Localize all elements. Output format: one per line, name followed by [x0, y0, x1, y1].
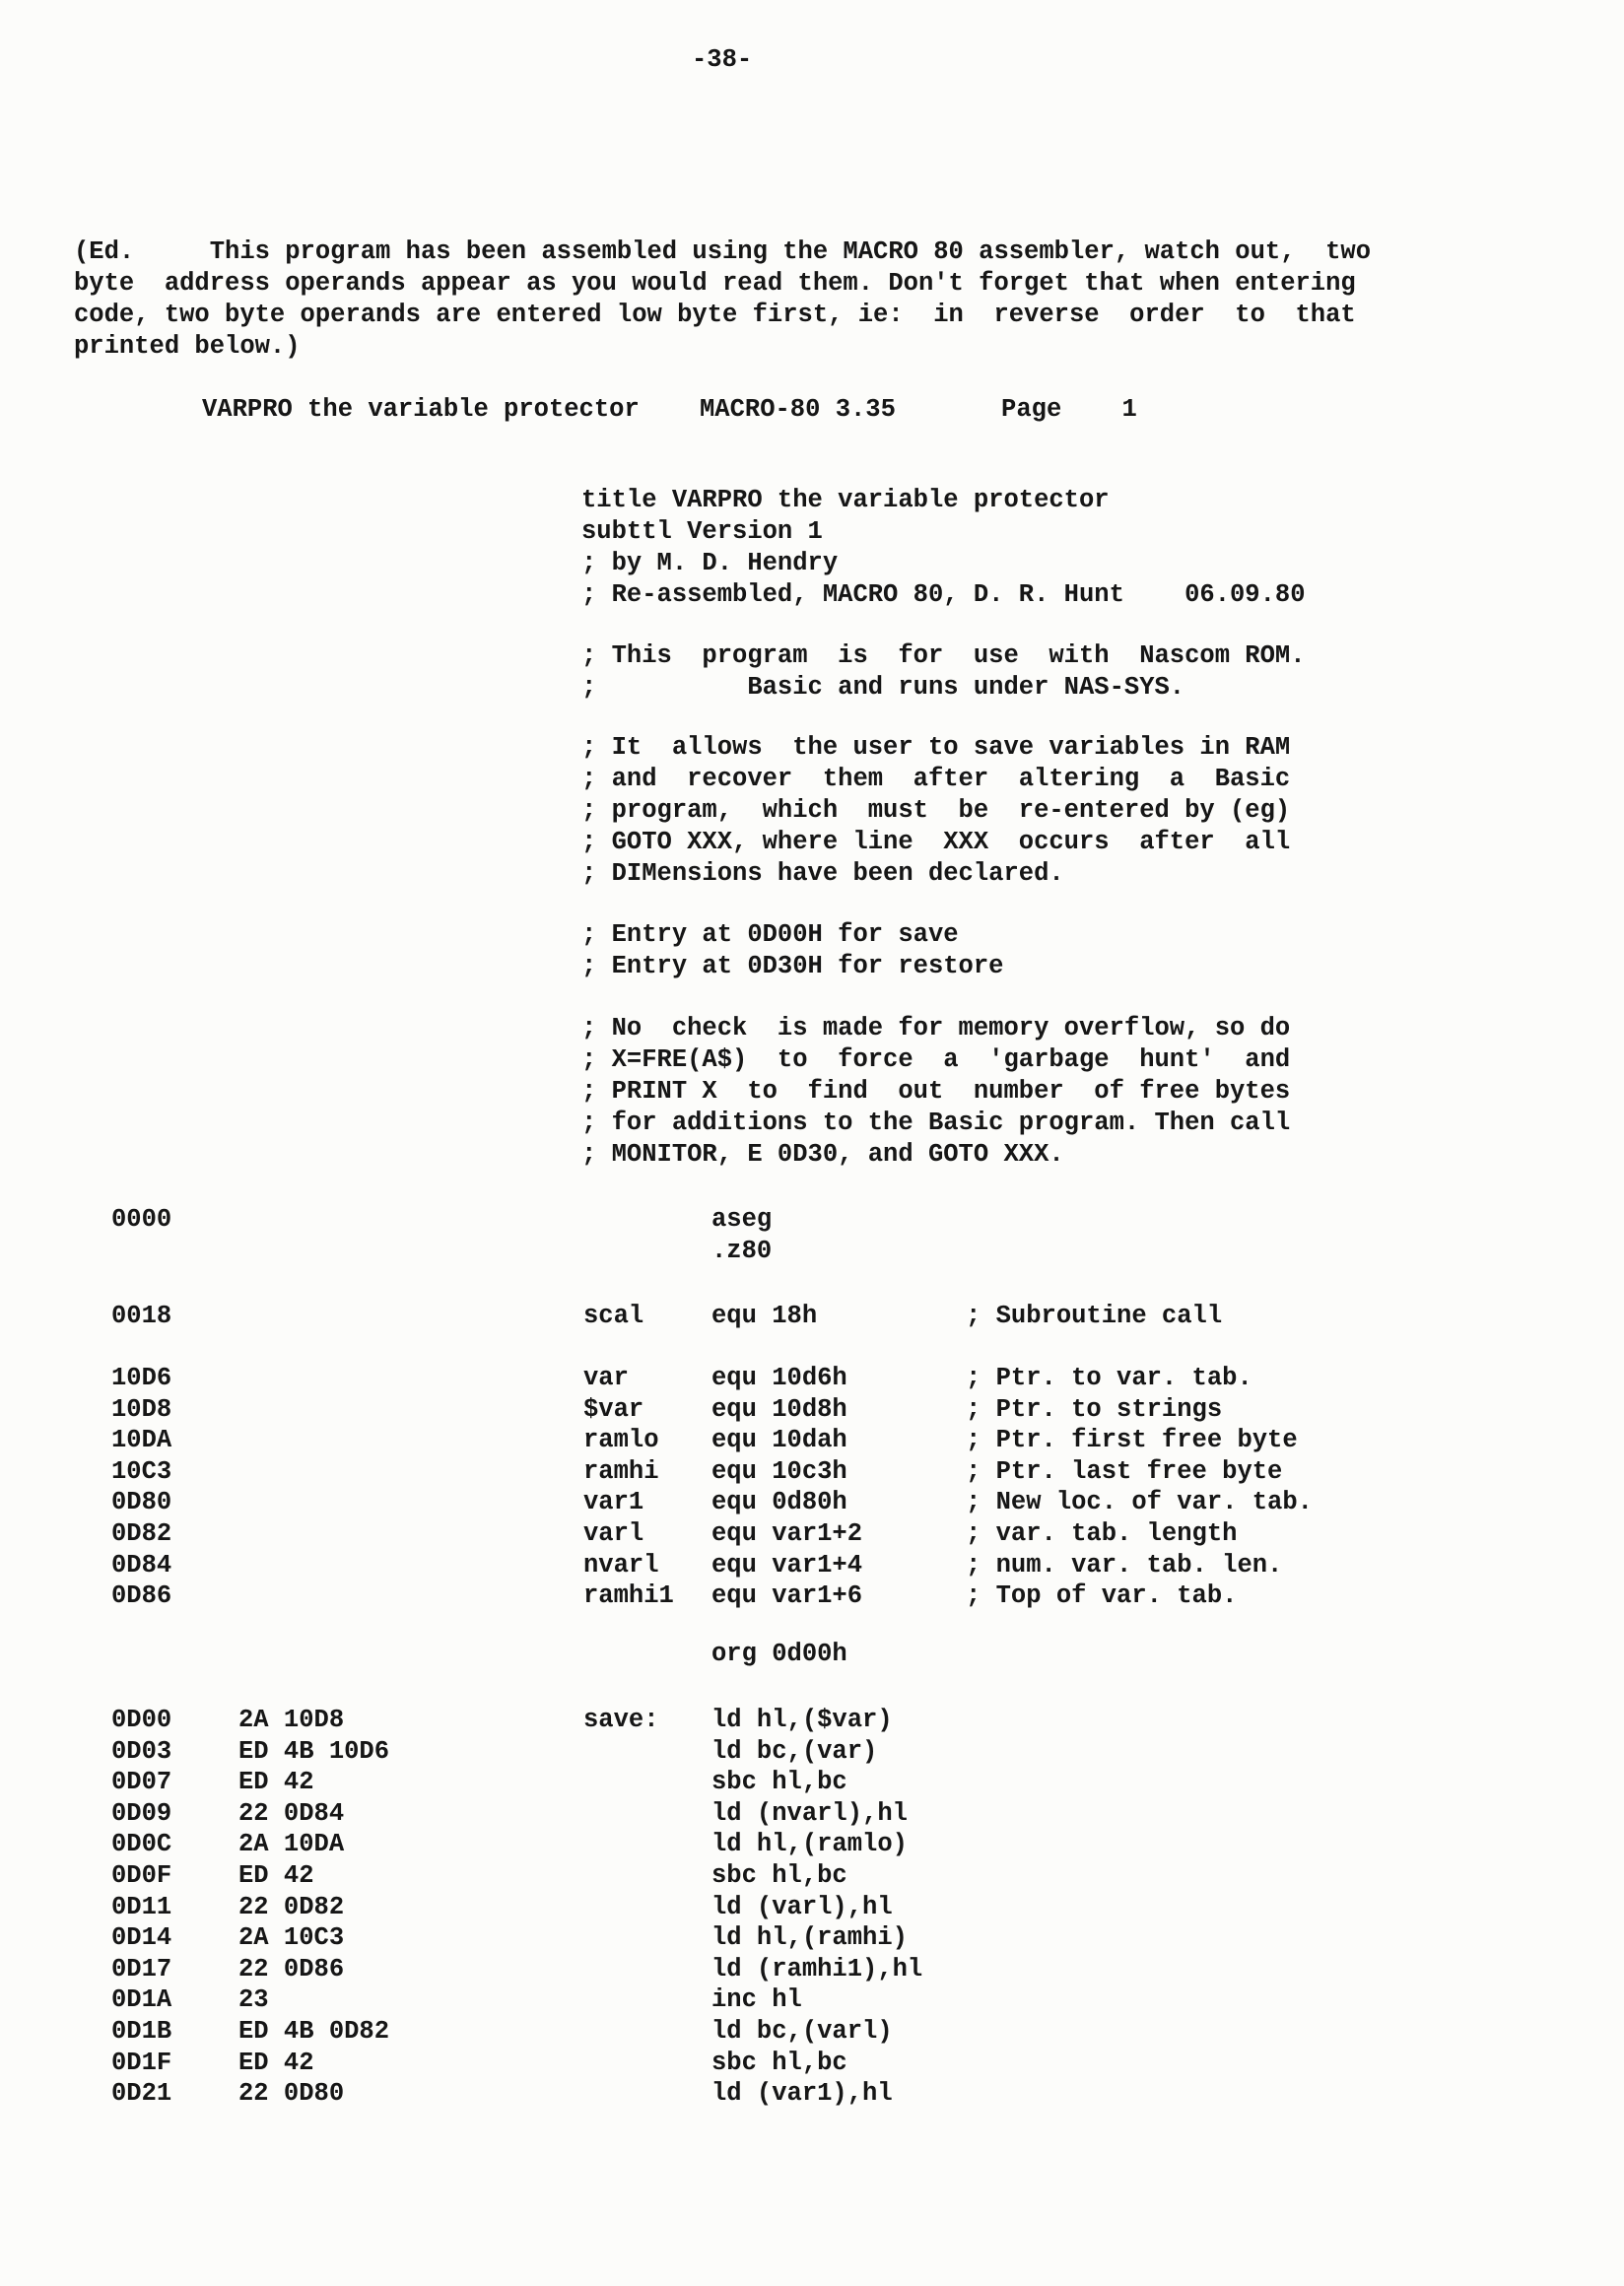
- comment-line: ; GOTO XXX, where line XXX occurs after all: [581, 828, 1291, 856]
- address-cell: 10D8: [111, 1394, 172, 1424]
- address-cell: 10D6: [111, 1364, 172, 1392]
- address-cell: 0D14: [111, 1923, 172, 1953]
- listing-row: [0, 2078, 1624, 2110]
- source-header-line: ; Re-assembled, MACRO 80, D. R. Hunt 06.09.80: [581, 580, 1306, 609]
- instruction-cell: aseg: [711, 1205, 773, 1234]
- comment-line: ; It allows the user to save variables in RAM: [581, 733, 1291, 762]
- bytes-cell: 22 0D86: [238, 1954, 345, 1983]
- instruction-cell: equ 0d80h: [711, 1488, 847, 1517]
- listing-row: [0, 1954, 1624, 1985]
- listing-row: [0, 2016, 1624, 2048]
- page-number: -38-: [692, 45, 753, 74]
- bytes-cell: ED 42: [238, 2048, 314, 2077]
- address-cell: 0D09: [111, 1798, 172, 1828]
- label-cell: ramlo: [583, 1426, 659, 1455]
- bytes-cell: 22 0D82: [238, 1892, 345, 1921]
- editor-note-line: printed below.): [74, 332, 301, 361]
- listing-row: [0, 1425, 1624, 1456]
- listing-row: [0, 1236, 1624, 1267]
- bytes-cell: 22 0D84: [238, 1798, 345, 1828]
- comment-line: ; This program is for use with Nascom ROM.: [581, 641, 1306, 670]
- comment-line: ; Entry at 0D30H for restore: [581, 952, 1004, 980]
- editor-note-line: byte address operands appear as you would read them. Don't forget that when entering: [74, 269, 1356, 298]
- comment-cell: ; Ptr. to strings: [966, 1394, 1223, 1424]
- comment-cell: ; var. tab. length: [966, 1518, 1238, 1548]
- listing-row: [0, 1550, 1624, 1581]
- instruction-cell: inc hl: [711, 1985, 802, 2015]
- instruction-cell: ld (ramhi1),hl: [711, 1954, 923, 1983]
- address-cell: 0D0C: [111, 1830, 172, 1859]
- label-cell: ramhi: [583, 1456, 659, 1486]
- comment-line: ; No check is made for memory overflow, so do: [581, 1014, 1291, 1042]
- bytes-cell: 23: [238, 1985, 269, 2015]
- address-cell: 0D1A: [111, 1985, 172, 2015]
- bytes-cell: 2A 10C3: [238, 1923, 345, 1953]
- source-header-line: subttl Version 1: [581, 517, 823, 546]
- listing-row: [0, 1892, 1624, 1923]
- assembler-setup-rows: [0, 1204, 1624, 1266]
- instruction-cell: .z80: [711, 1236, 773, 1265]
- label-cell: scal: [583, 1302, 644, 1330]
- listing-row: [0, 1705, 1624, 1736]
- comment-line: ; DIMensions have been declared.: [581, 859, 1064, 888]
- instruction-cell: sbc hl,bc: [711, 2048, 847, 2077]
- address-cell: 0D1B: [111, 2016, 172, 2046]
- listing-row: [0, 1518, 1624, 1550]
- comment-cell: ; num. var. tab. len.: [966, 1550, 1283, 1580]
- address-cell: 10C3: [111, 1456, 172, 1486]
- instruction-cell: equ 10dah: [711, 1426, 847, 1455]
- label-cell: ramhi1: [583, 1581, 674, 1611]
- comment-cell: ; Top of var. tab.: [966, 1581, 1238, 1611]
- listing-row: [0, 1363, 1624, 1394]
- address-cell: 0D0F: [111, 1860, 172, 1890]
- instruction-cell: ld (var1),hl: [711, 2079, 893, 2109]
- bytes-cell: ED 42: [238, 1860, 314, 1890]
- label-cell: nvarl: [583, 1550, 659, 1580]
- listing-row: [0, 1580, 1624, 1612]
- instruction-cell: equ var1+6: [711, 1581, 863, 1611]
- address-cell: 0D21: [111, 2079, 172, 2109]
- instruction-cell: ld hl,(ramhi): [711, 1923, 908, 1953]
- comment-cell: ; Ptr. to var. tab.: [966, 1364, 1252, 1392]
- comment-cell: ; New loc. of var. tab.: [966, 1488, 1313, 1517]
- source-header-block: [581, 485, 1306, 611]
- address-cell: 0D84: [111, 1550, 172, 1580]
- address-cell: 10DA: [111, 1426, 172, 1455]
- instruction-cell: equ var1+4: [711, 1550, 863, 1580]
- listing-row: [0, 1984, 1624, 2016]
- comment-line: ; PRINT X to find out number of free bytes: [581, 1077, 1291, 1106]
- address-cell: 0D82: [111, 1518, 172, 1548]
- warning-comment-block: [581, 1013, 1290, 1171]
- address-cell: 0D07: [111, 1768, 172, 1797]
- listing-row: [0, 1639, 1624, 1670]
- instruction-cell: sbc hl,bc: [711, 1860, 847, 1890]
- comment-line: ; program, which must be re-entered by (eg): [581, 796, 1291, 825]
- listing-row: [0, 1301, 1624, 1332]
- instruction-cell: org 0d00h: [711, 1640, 847, 1668]
- bytes-cell: 22 0D80: [238, 2079, 345, 2109]
- instruction-cell: ld hl,($var): [711, 1706, 893, 1734]
- bytes-cell: ED 4B 10D6: [238, 1736, 390, 1766]
- bytes-cell: ED 42: [238, 1768, 314, 1797]
- instruction-cell: ld (nvarl),hl: [711, 1798, 908, 1828]
- instruction-cell: ld bc,(varl): [711, 2016, 893, 2046]
- source-header-line: ; by M. D. Hendry: [581, 549, 839, 577]
- instruction-cell: ld (varl),hl: [711, 1892, 893, 1921]
- address-cell: 0D17: [111, 1954, 172, 1983]
- editor-note-line: (Ed. This program has been assembled using the MACRO 80 assembler, watch out, two: [74, 237, 1372, 266]
- bytes-cell: 2A 10DA: [238, 1830, 345, 1859]
- comment-line: ; X=FRE(A$) to force a 'garbage hunt' and: [581, 1045, 1291, 1074]
- scal-equate-row: [0, 1301, 1624, 1332]
- editor-note: [74, 236, 1371, 363]
- instruction-cell: sbc hl,bc: [711, 1768, 847, 1797]
- listing-row: [0, 2048, 1624, 2079]
- comment-line: ; Basic and runs under NAS-SYS.: [581, 673, 1185, 702]
- usage-comment-block-1: [581, 640, 1306, 704]
- comment-line: ; MONITOR, E 0D30, and GOTO XXX.: [581, 1140, 1064, 1169]
- listing-row: [0, 1767, 1624, 1798]
- address-cell: 0D03: [111, 1736, 172, 1766]
- listing-header: VARPRO the variable protector MACRO-80 3.35 Page 1: [202, 395, 1137, 424]
- comment-line: ; for additions to the Basic program. Then call: [581, 1109, 1291, 1137]
- bytes-cell: 2A 10D8: [238, 1706, 345, 1734]
- address-cell: 0D00: [111, 1706, 172, 1734]
- comment-cell: ; Ptr. last free byte: [966, 1456, 1283, 1486]
- label-cell: varl: [583, 1518, 644, 1548]
- source-header-line: title VARPRO the variable protector: [581, 486, 1110, 514]
- instruction-cell: ld bc,(var): [711, 1736, 878, 1766]
- listing-row: [0, 1204, 1624, 1236]
- comment-line: ; Entry at 0D00H for save: [581, 920, 959, 949]
- bytes-cell: ED 4B 0D82: [238, 2016, 390, 2046]
- comment-line: ; and recover them after altering a Basic: [581, 765, 1291, 793]
- equate-table: [0, 1363, 1624, 1612]
- listing-row: [0, 1798, 1624, 1830]
- address-cell: 0018: [111, 1302, 172, 1330]
- label-cell: save:: [583, 1706, 659, 1734]
- instruction-cell: equ var1+2: [711, 1518, 863, 1548]
- usage-comment-block-2: [581, 732, 1290, 890]
- address-cell: 0D11: [111, 1892, 172, 1921]
- listing-row: [0, 1394, 1624, 1426]
- instruction-cell: equ 10d8h: [711, 1394, 847, 1424]
- editor-note-line: code, two byte operands are entered low byte first, ie: in reverse order to that: [74, 301, 1356, 329]
- listing-row: [0, 1860, 1624, 1892]
- address-cell: 0D1F: [111, 2048, 172, 2077]
- comment-cell: ; Subroutine call: [966, 1302, 1223, 1330]
- listing-row: [0, 1736, 1624, 1768]
- instruction-cell: equ 10d6h: [711, 1364, 847, 1392]
- instruction-cell: ld hl,(ramlo): [711, 1830, 908, 1859]
- label-cell: var1: [583, 1488, 644, 1517]
- label-cell: var: [583, 1364, 629, 1392]
- code-listing: [0, 1705, 1624, 2110]
- address-cell: 0D86: [111, 1581, 172, 1611]
- listing-row: [0, 1456, 1624, 1488]
- address-cell: 0000: [111, 1205, 172, 1234]
- org-row: [0, 1639, 1624, 1670]
- instruction-cell: equ 18h: [711, 1302, 818, 1330]
- label-cell: $var: [583, 1394, 644, 1424]
- entry-comment-block: [581, 919, 1003, 982]
- comment-cell: ; Ptr. first free byte: [966, 1426, 1298, 1455]
- instruction-cell: equ 10c3h: [711, 1456, 847, 1486]
- listing-row: [0, 1829, 1624, 1860]
- address-cell: 0D80: [111, 1488, 172, 1517]
- listing-row: [0, 1487, 1624, 1518]
- listing-row: [0, 1922, 1624, 1954]
